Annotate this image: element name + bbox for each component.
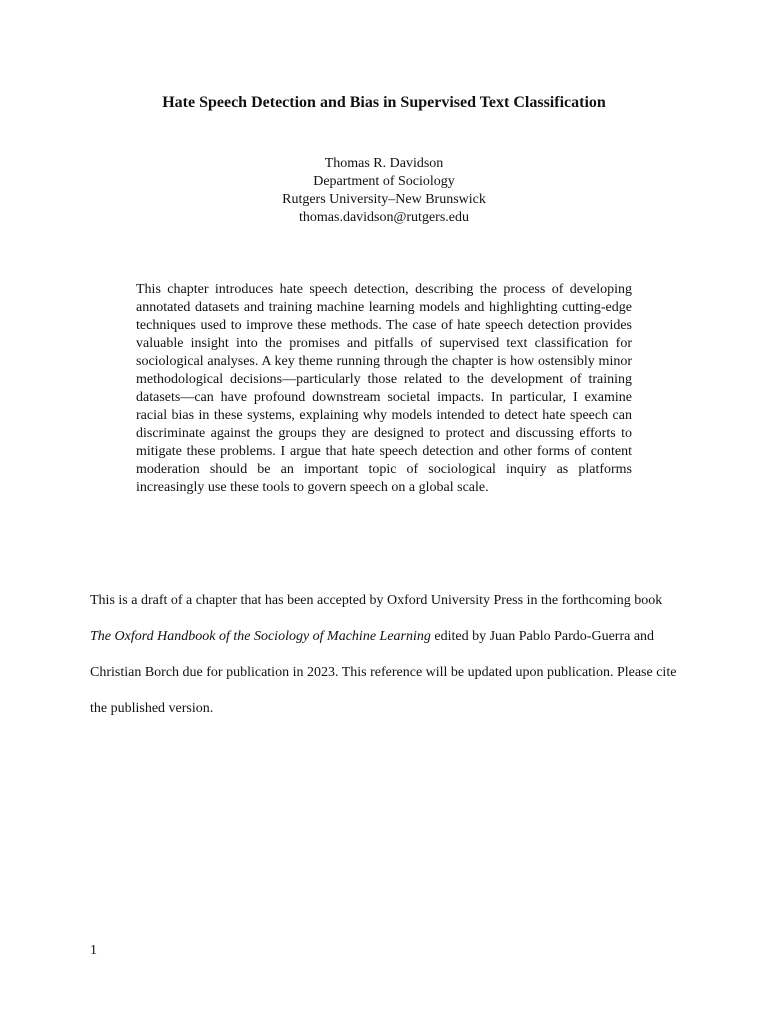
author-department: Department of Sociology bbox=[313, 174, 455, 189]
publication-note bbox=[90, 583, 678, 727]
author-name: Thomas R. Davidson bbox=[324, 156, 444, 171]
note-text-after: edited by Juan Pablo Pardo-Guerra and Christian Borch due for publication in 2023. This reference will be updated upon publication. Please cite the published version. bbox=[90, 629, 677, 716]
book-title: The Oxford Handbook of the Sociology of Machine Learning bbox=[90, 629, 431, 644]
author-institution: Rutgers University–New Brunswick bbox=[282, 192, 486, 207]
abstract: This chapter introduces hate speech detection, describing the process of developing annotated datasets and training machine learning models and highlighting cutting-edge techniques used to improve these methods. The case of hate speech detection provides valuable insight into the promises and pitfalls of supervised text classification for sociological analyses. A key theme running through the chapter is how ostensibly minor methodological decisions—particularly those related to the development of training datasets—can have profound downstream societal impacts. In particular, I examine racial bias in these systems, explaining why models intended to detect hate speech can discriminate against the groups they are designed to protect and discussing efforts to mitigate these problems. I argue that hate speech detection and other forms of content moderation should be an important topic of sociological inquiry as platforms increasingly use these tools to govern speech on a global scale. bbox=[136, 282, 632, 495]
note-text-before: This is a draft of a chapter that has been accepted by Oxford University Press in the forthcoming book bbox=[90, 593, 663, 608]
page-number: 1 bbox=[90, 943, 97, 958]
author-email: thomas.davidson@rutgers.edu bbox=[299, 210, 469, 225]
paper-title: Hate Speech Detection and Bias in Supervised Text Classification bbox=[162, 94, 606, 111]
author-block bbox=[0, 155, 768, 227]
